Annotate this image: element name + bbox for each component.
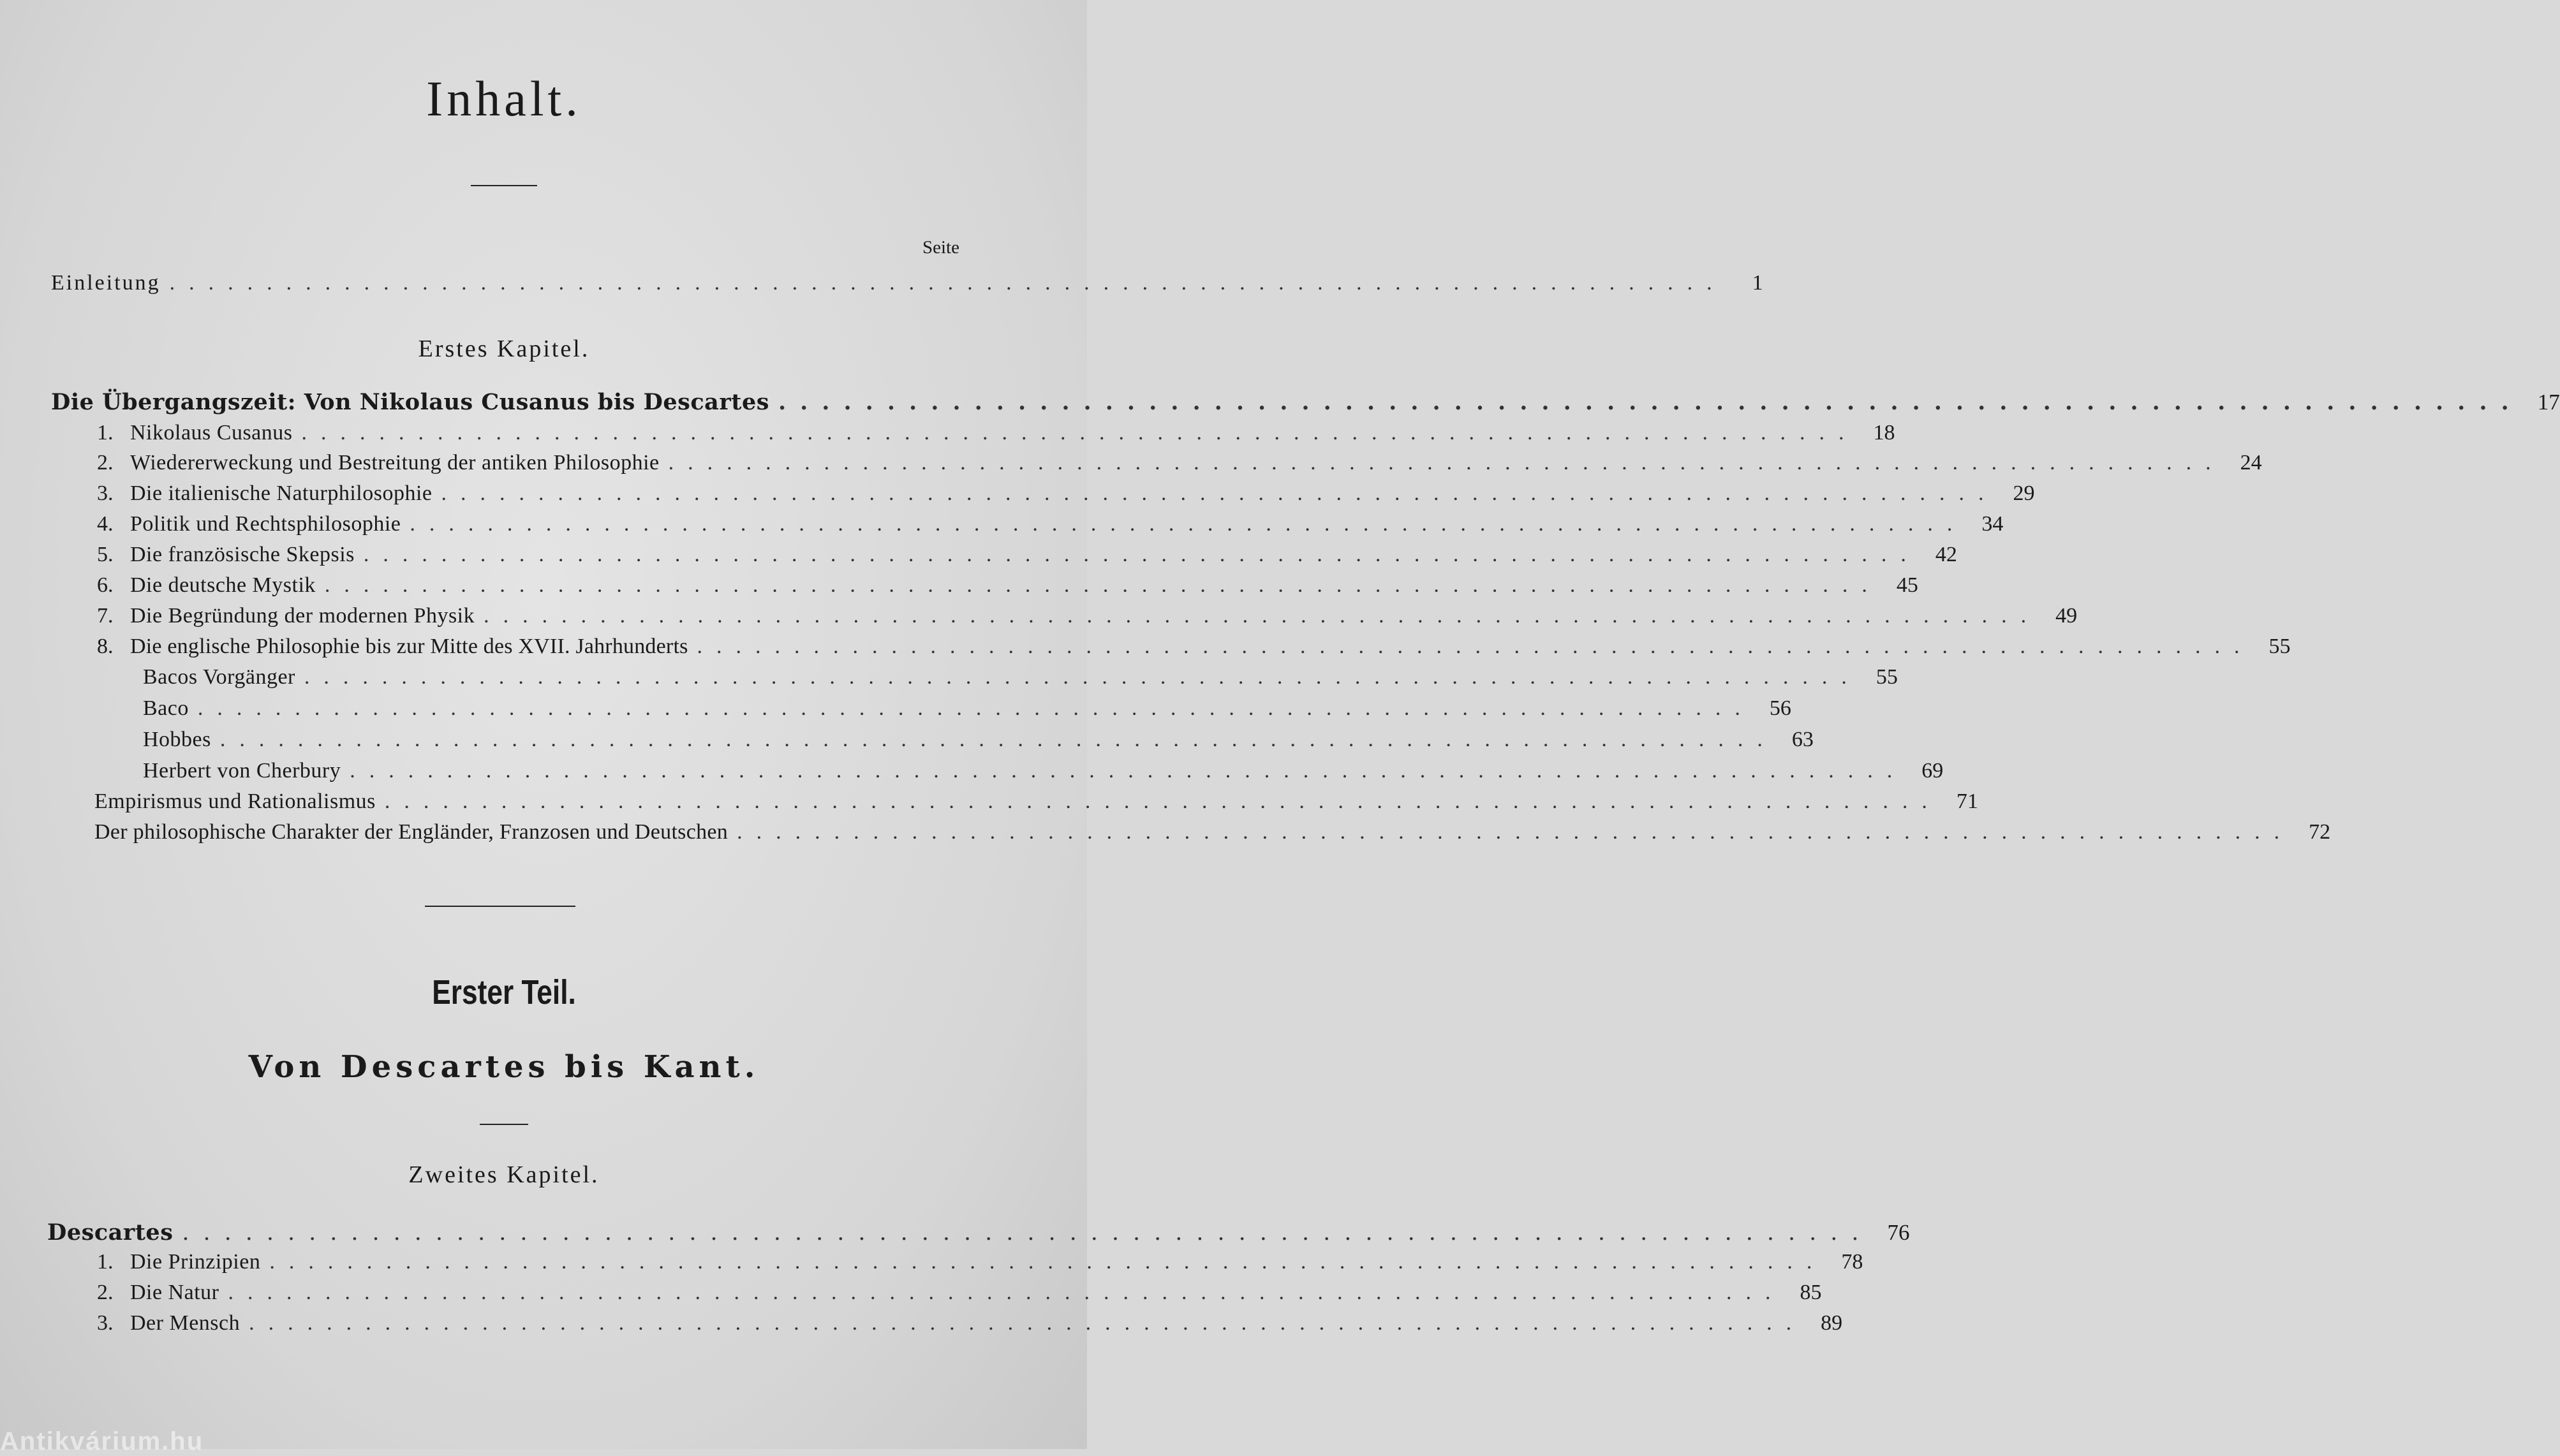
page-column-label: Seite <box>922 237 959 258</box>
entry-page: 49 <box>2055 604 2078 628</box>
entry-page: 1 <box>1752 271 1763 295</box>
entry-page: 55 <box>2268 635 2291 658</box>
watermark: Antikvárium.hu <box>0 1427 204 1455</box>
leader-dots: ................................................................................ <box>410 512 1967 536</box>
entry-page: 76 <box>1887 1220 1910 1245</box>
entry-page: 17 <box>2537 390 2560 415</box>
entry-label: Die deutsche Mystik <box>130 573 316 597</box>
leader-dots: ................................................................................ <box>182 1220 1873 1246</box>
leader-dots: ................................................................................ <box>169 271 1726 295</box>
toc-entry <box>97 604 2078 633</box>
entry-label: Herbert von Cherbury <box>143 759 341 783</box>
toc-entry <box>97 451 2262 480</box>
toc-entry <box>97 573 1918 603</box>
entry-page: 24 <box>2240 451 2262 474</box>
toc-subentry <box>143 728 1814 757</box>
entry-label: Politik und Rechtsphilosophie <box>130 512 401 536</box>
toc-entry <box>97 1281 1822 1310</box>
toc-entry <box>97 1250 1863 1279</box>
entry-number: 1. <box>97 1250 114 1274</box>
leader-dots: ................................................................................ <box>384 790 1941 813</box>
part-divider <box>480 1124 528 1125</box>
entry-number: 6. <box>97 573 114 597</box>
leader-dots: ................................................................................ <box>324 573 1881 597</box>
leader-dots: ................................................................................ <box>697 635 2254 658</box>
leader-dots: ................................................................................ <box>219 728 1777 751</box>
entry-number: 2. <box>97 1281 114 1304</box>
section-divider <box>425 906 575 907</box>
entry-number: 5. <box>97 543 114 566</box>
toc-entry <box>97 512 2004 541</box>
chapter-heading: Zweites Kapitel. <box>408 1161 600 1188</box>
entry-page: 42 <box>1935 543 1957 566</box>
toc-entry <box>94 790 1978 819</box>
toc-entry <box>97 482 2035 511</box>
leader-dots: ................................................................................ <box>350 759 1907 783</box>
part-subtitle: Von Descartes bis Kant. <box>248 1049 760 1085</box>
leader-dots: ................................................................................ <box>737 820 2294 844</box>
leader-dots: ................................................................................ <box>363 543 1920 566</box>
page-title: Inhalt. <box>426 71 582 126</box>
entry-label: Die italienische Naturphilosophie <box>130 482 433 505</box>
entry-label: Wiedererweckung und Bestreitung der antiken Philosophie <box>130 451 660 474</box>
toc-subentry <box>143 759 1944 788</box>
entry-number: 3. <box>97 1311 114 1335</box>
entry-number: 2. <box>97 451 114 474</box>
entry-number: 1. <box>97 421 114 445</box>
entry-page: 34 <box>1981 512 2004 536</box>
entry-label: Hobbes <box>143 728 211 751</box>
toc-entry <box>94 820 2331 849</box>
entry-label: Der Mensch <box>130 1311 240 1335</box>
entry-page: 29 <box>2013 482 2035 505</box>
toc-chapter-main-entry <box>51 389 2560 418</box>
leader-dots: ................................................................................ <box>301 421 1858 445</box>
title-divider <box>471 185 537 186</box>
toc-subentry <box>143 696 1791 726</box>
entry-page: 72 <box>2309 820 2331 844</box>
entry-page: 78 <box>1841 1250 1863 1274</box>
leader-dots: ................................................................................ <box>778 389 2523 415</box>
toc-entry-introduction <box>51 271 1763 300</box>
entry-page: 71 <box>1956 790 1978 813</box>
toc-entry <box>97 635 2291 664</box>
entry-page: 56 <box>1769 696 1791 720</box>
entry-label: Empirismus und Rationalismus <box>94 790 376 813</box>
entry-label: Baco <box>143 696 189 720</box>
entry-number: 3. <box>97 482 114 505</box>
entry-number: 4. <box>97 512 114 536</box>
toc-entry <box>97 421 1895 450</box>
leader-dots: ................................................................................ <box>197 696 1754 720</box>
entry-label: Die Natur <box>130 1281 219 1304</box>
entry-label: Nikolaus Cusanus <box>130 421 293 445</box>
entry-label: Die Prinzipien <box>130 1250 261 1274</box>
leader-dots: ................................................................................ <box>249 1311 1806 1335</box>
entry-page: 18 <box>1873 421 1895 445</box>
entry-label: Die Begründung der modernen Physik <box>130 604 475 628</box>
entry-label: Die französische Skepsis <box>130 543 355 566</box>
entry-label: Der philosophische Charakter der Engländer, Franzosen und Deutschen <box>94 820 729 844</box>
part-title: Erster Teil. <box>432 973 576 1011</box>
entry-label: Die Übergangszeit: Von Nikolaus Cusanus bis Descartes <box>51 389 769 415</box>
leader-dots: ................................................................................ <box>304 665 1861 689</box>
entry-page: 63 <box>1791 728 1814 751</box>
entry-number: 8. <box>97 635 114 658</box>
leader-dots: ................................................................................ <box>269 1250 1826 1274</box>
entry-page: 89 <box>1821 1311 1843 1335</box>
leader-dots: ................................................................................ <box>228 1281 1785 1304</box>
entry-label: Bacos Vorgänger <box>143 665 295 689</box>
chapter-heading: Erstes Kapitel. <box>418 335 590 362</box>
entry-label: Descartes <box>47 1219 174 1246</box>
entry-label: Einleitung <box>51 271 161 295</box>
toc-chapter-main-entry <box>47 1219 1910 1249</box>
entry-number: 7. <box>97 604 114 628</box>
toc-entry <box>97 543 1957 572</box>
leader-dots: ................................................................................ <box>668 451 2225 474</box>
leader-dots: ................................................................................ <box>441 482 1998 505</box>
entry-page: 69 <box>1921 759 1944 783</box>
toc-subentry <box>143 665 1898 695</box>
entry-label: Die englische Philosophie bis zur Mitte des XVII. Jahrhunderts <box>130 635 688 658</box>
leader-dots: ................................................................................ <box>484 604 2041 628</box>
toc-entry <box>97 1311 1843 1341</box>
entry-page: 45 <box>1896 573 1918 597</box>
entry-page: 85 <box>1800 1281 1822 1304</box>
entry-page: 55 <box>1876 665 1898 689</box>
